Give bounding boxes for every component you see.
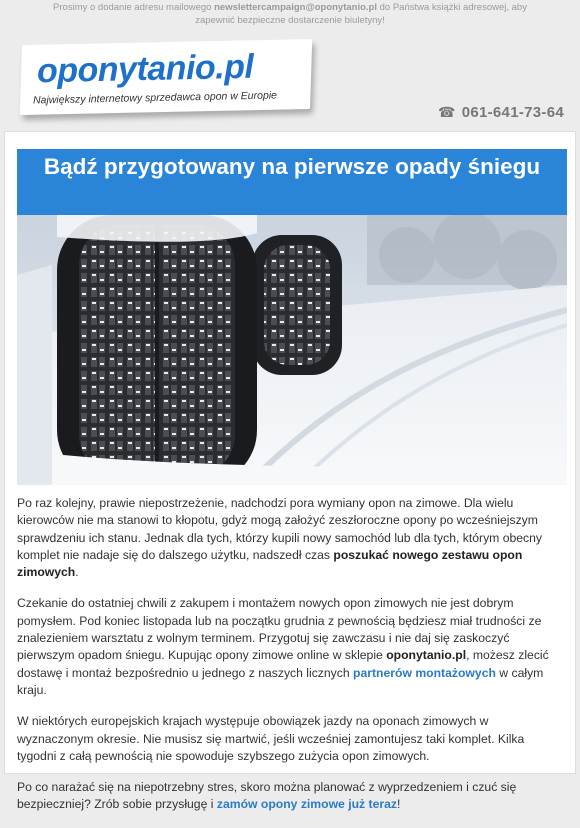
logo-tagline: Największy internetowy sprzedawca opon w Europie: [32, 89, 278, 107]
paragraph-1-bold: poszukać nowego zestawu opon zimowych: [17, 547, 523, 580]
preheader-email: newslettercampaign@oponytanio.pl: [214, 2, 377, 13]
phone-number[interactable]: [438, 104, 564, 121]
article-body: [17, 495, 565, 828]
paragraph-1: [17, 495, 565, 581]
paragraph-2-end: w całym kraju.: [17, 665, 544, 697]
phone-text: 061-641-73-64: [461, 104, 564, 121]
preheader: [0, 0, 580, 26]
paragraph-2-text: Czekanie do ostatniej chwili z zakupem i montażem nowych opon zimowych nie jest dobrym pomysłem. Pod koniec listopada lub na początku grudnia z pewnością będziesz miał trudności ze znalezieniem warsztatu z wolnym terminem. Przygotuj się zawczasu i nie daj się zaskoczyć pierwszym opadom śniegu. Kupując opony zimowe online w sklepie: [17, 596, 542, 663]
logo-name: oponytanio: [36, 48, 216, 91]
newsletter-content: [4, 131, 576, 812]
paragraph-2-mid: , możesz zlecić dostawę i montaż bezpośrednio u jednego z naszych licznych: [17, 648, 549, 680]
paragraph-2: [17, 595, 565, 699]
paragraph-4-end: !: [397, 797, 401, 812]
phone-icon: ☎: [437, 104, 456, 120]
header: [0, 26, 580, 128]
logo-tld: .pl: [214, 47, 254, 87]
paragraph-2-shop-name: oponytanio.pl: [386, 648, 467, 663]
preheader-text-before: Prosimy o dodanie adresu mailowego: [53, 2, 215, 13]
paragraph-4-text: Po co narażać się na niepotrzebny stres, skoro można planować z wyprzedzeniem i czuć się bezpieczniej? Zrób sobie przysługę i: [17, 780, 517, 812]
paragraph-1-end: .: [75, 565, 79, 580]
preheader-text-after: do Państwa książki adresowej, aby zapewnić bezpieczne dostarczenie biuletyny!: [195, 2, 527, 26]
hero-title: Bądź przygotowany na pierwsze opady śniegu: [17, 149, 567, 215]
hero-image[interactable]: [17, 215, 567, 485]
paragraph-4: [17, 779, 565, 814]
logo[interactable]: [37, 48, 254, 92]
paragraph-3: W niektórych europejskich krajach występuje obowiązek jazdy na oponach zimowych w wyznaczonym okresie. Nie musisz się martwić, jeśli wcześniej zamontujesz taki komplet. Kilka tygodni z całą pewnością nie spowoduje szybszego zużycia opon zimowych.: [17, 714, 525, 763]
order-winter-tires-link[interactable]: zamów opony zimowe już teraz: [216, 797, 397, 812]
paragraph-1-text: Po raz kolejny, prawie niepostrzeżenie, nadchodzi pora wymiany opon na zimowe. Dla wielu kierowców nie ma stanowi to kłopotu, gdyż mogą założyć zeszłoroczne opony po wcześniejszym sprawdzeniu ich stanu. Jednak dla tych, którzy kupili nowy samochód lub dla tych, którym obecny komplet nie nadaje się do dalszego użytku, nadszedł czas: [17, 496, 542, 562]
partners-link[interactable]: partnerów montażowych: [353, 665, 496, 680]
winter-tires-illustration: [17, 215, 567, 485]
